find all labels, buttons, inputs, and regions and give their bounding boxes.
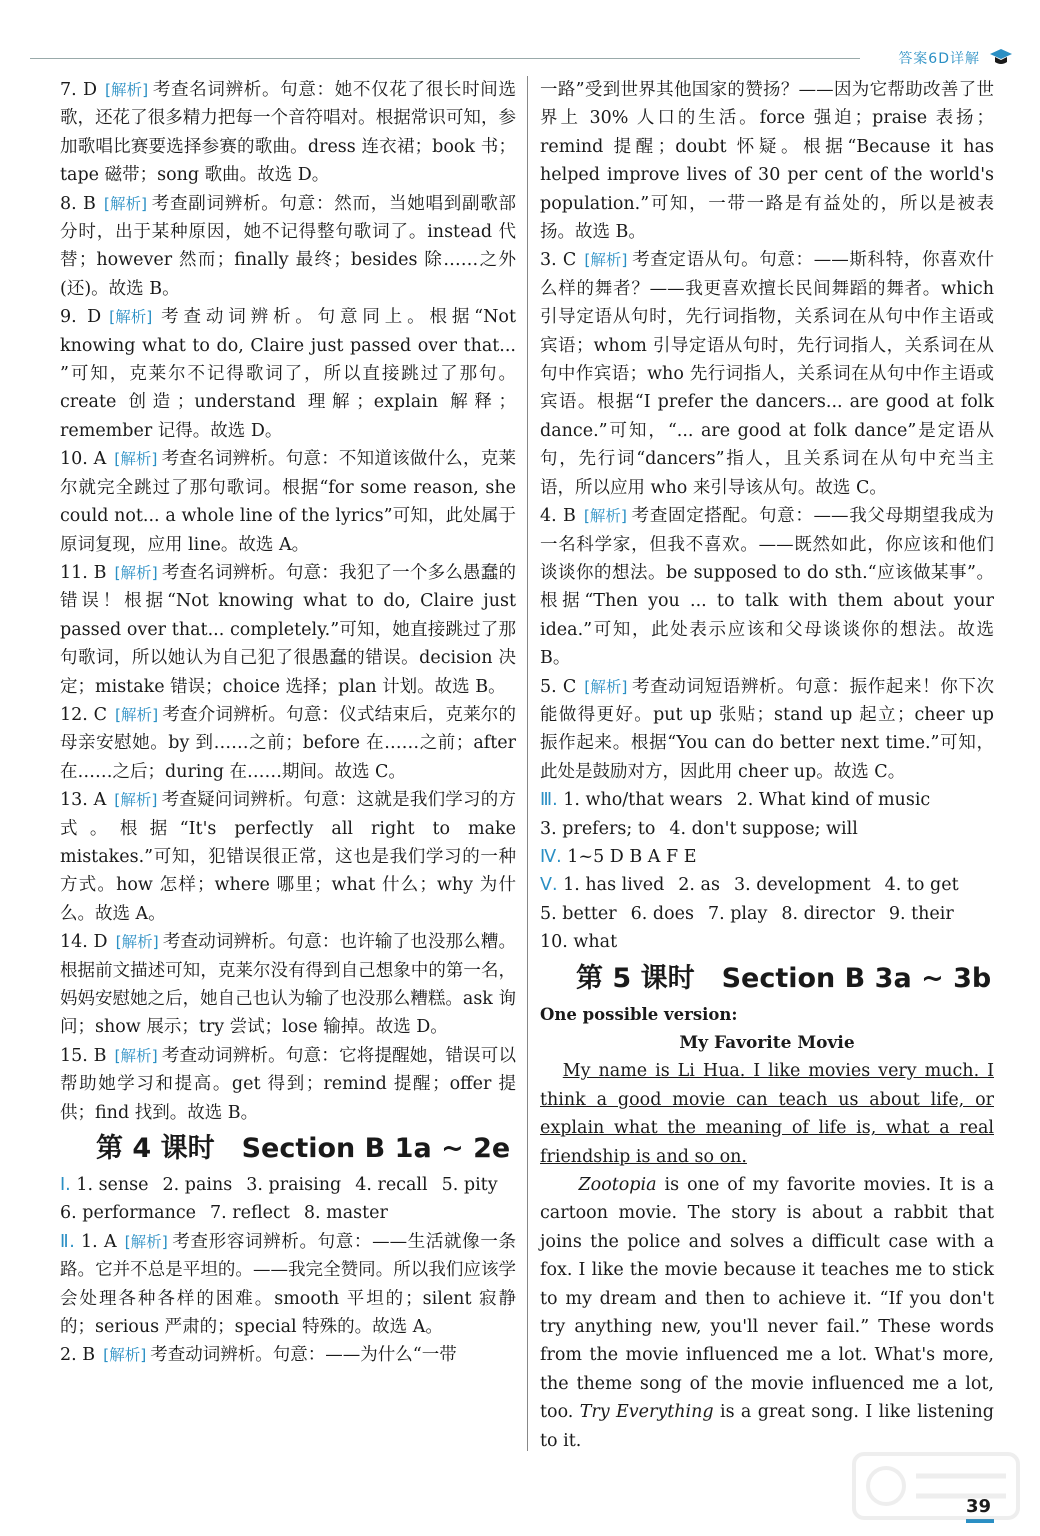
part-3-row-1: Ⅲ. 1. who/that wears 2. What kind of music: [540, 790, 931, 811]
answer-item-11: 11. B [解析] 考查名词辨析。句意：我犯了一个多么愚蠢的错误！根据“Not knowing what to do, Claire just passed over that... completely.”可知，她直接跳过了那句歌词，所以她认为自己犯了很愚蠢的错误。decision 决定；mistake 错误；choice 选择；plan 计划。故选 B。: [60, 559, 516, 701]
analysis-tag: [解析]: [124, 1232, 168, 1251]
part-2-item-5: 5. C [解析] 考查动词短语辨析。句意：振作起来！你下次能做得更好。put up 张贴；stand up 起立；cheer up 振作起来。根据“You can do better next time.”可知，此处是鼓励对方，因此用 cheer up。故选 C。: [540, 673, 994, 787]
answer-item-15: 15. B [解析] 考查动词辨析。句意：它将提醒她，错误可以帮助她学习和提高。get 得到；remind 提醒；offer 提供；find 找到。故选 B。: [60, 1042, 516, 1127]
analysis-tag: [解析]: [114, 1046, 158, 1065]
part-2-item-2-continued: 一路”受到世界其他国家的赞扬？——因为它帮助改善了世界上 30% 人口的生活。force 强迫；praise 表扬；remind 提醒；doubt 怀疑。根据“Because it has helped improve lives of 30 per cent of the world's population.”可知，一带一路是有益处的，所以是被表扬。故选 B。: [540, 80, 994, 243]
answer-item-10: 10. A [解析] 考查名词辨析。句意：不知道该做什么，克莱尔就完全跳过了那句歌词。根据“for some reason, she could not... a whole line of the lyrics”可知，此处属于原词复现，应用 line。故选 A。: [60, 445, 516, 559]
analysis-tag: [解析]: [104, 81, 149, 99]
answer-item-7: 7. D [解析] 考查名词辨析。句意：她不仅花了很长时间选歌，还花了很多精力把每一个音符唱对。根据常识可知，参加歌唱比赛要选择参赛的歌曲。dress 连衣裙；book 书；tape 磁带；song 歌曲。故选 D。: [60, 76, 516, 190]
part-1-row-1: Ⅰ. 1. sense 2. pains 3. praising 4. recall 5. pity: [60, 1175, 498, 1196]
answer-item-13: 13. A [解析] 考查疑问词辨析。句意：这就是我们学习的方式。根据“It's perfectly all right to make mistakes.”可知，犯错误很正常，这也是我们学习的一种方式。how 怎样；where 哪里；what 什么；why 为什么。故选 A。: [60, 786, 516, 928]
part-2-item-1: Ⅱ. 1. A [解析] 考查形容词辨析。句意：——生活就像一条路。它并不总是平坦的。——我完全赞同。所以我们应该学会处理各种各样的困难。smooth 平坦的；silent 寂静的；serious 严肃的；special 特殊的。故选 A。: [60, 1228, 516, 1342]
analysis-tag: [解析]: [114, 563, 158, 582]
analysis-tag: [解析]: [584, 251, 628, 270]
answer-item-12: 12. C [解析] 考查介词辨析。句意：仪式结束后，克莱尔的母亲安慰她。by 到……之前；before 在……之前；after 在……之后；during 在……期间。故选 C。: [60, 701, 516, 786]
analysis-tag: [解析]: [114, 705, 159, 724]
section-4-title: 第 4 课时 Section B 1a ~ 2e: [96, 1133, 511, 1165]
right-column: [540, 76, 994, 1455]
part-5-row-3: 10. what: [540, 932, 618, 953]
analysis-tag: [解析]: [115, 933, 159, 952]
answer-item-8: 8. B [解析] 考查副词辨析。句意：然而，当她唱到副歌部分时，出于某种原因，她不记得整句歌词了。instead 代替；however 然而；finally 最终；besides 除……之外(还)。故选 B。: [60, 190, 516, 304]
part-2-item-2: 2. B [解析] 考查动词辨析。句意：——为什么“一带: [60, 1341, 516, 1369]
analysis-tag: [解析]: [103, 1346, 147, 1365]
part-2-item-4: 4. B [解析] 考查固定搭配。句意：——我父母期望我成为一名科学家，但我不喜欢。——既然如此，你应该和他们谈谈你的想法。be supposed to do sth.“应该做某事”。根据“Then you ... to talk with them about your idea.”可知，此处表示应该和父母谈谈你的想法。故选 B。: [540, 502, 994, 672]
analysis-tag: [解析]: [114, 450, 158, 469]
analysis-tag: [解析]: [103, 194, 148, 213]
possible-version-label: One possible version:: [540, 1004, 738, 1024]
watermark-logo: [846, 1446, 1026, 1526]
header-label: 答案6D详解: [898, 51, 980, 67]
essay-body: [540, 1057, 994, 1455]
essay-title: My Favorite Movie: [679, 1033, 855, 1053]
section-5-title: 第 5 课时 Section B 3a ~ 3b: [576, 962, 992, 994]
essay-paragraph-1: My name is Li Hua. I like movies very much. I think a good movie can teach us about life, or explain what the meaning of life is, what a real friendship is and so on.: [540, 1061, 994, 1167]
answer-item-14: 14. D [解析] 考查动词辨析。句意：也许输了也没那么糟。根据前文描述可知，克莱尔没有得到自己想象中的第一名，妈妈安慰她之后，她自己也认为输了也没那么糟糕。ask 询问；show 展示；try 尝试；lose 输掉。故选 D。: [60, 928, 516, 1042]
part-1-row-2: 6. performance 7. reflect 8. master: [60, 1203, 388, 1224]
part-2-item-3: 3. C [解析] 考查定语从句。句意：——斯科特，你喜欢什么样的舞者？——我更喜欢擅长民间舞蹈的舞者。which 引导定语从句时，先行词指物，关系词在从句中作主语或宾语；whom 引导定语从句时，先行词指人，关系词在从句中作宾语；who 先行词指人，关系词在从句中作主语或宾语。根据“I prefer the dancers... are good at folk dance.”可知，“... are good at folk dance”是定语从句，先行词“dancers”指人，且关系词在从句中充当主语，所以应用 who 来引导该从句。故选 C。: [540, 246, 994, 502]
essay-paragraph-2: Zootopia is one of my favorite movies. It is a cartoon movie. The story is about a rabbit that joins the police and solves a difficult case with a fox. I like the movie because it teaches me to stick to my dream and then to achieve it. “If you don't try anything new, you'll never fail.” These words from the movie influenced me a lot. What's more, the theme song of the movie influenced me a lot, too. Try Everything is a great song. I like listening to it.: [540, 1175, 994, 1451]
column-divider: [527, 76, 528, 1451]
page-number: 39: [966, 1496, 994, 1523]
part-5-row-1: Ⅴ. 1. has lived 2. as 3. development 4. to get: [540, 875, 959, 896]
left-column: [60, 76, 516, 1370]
analysis-tag: [解析]: [114, 791, 158, 810]
analysis-tag: [解析]: [109, 308, 153, 327]
header-rule: [30, 58, 860, 59]
part-3-row-2: 3. prefers; to 4. don't suppose; will: [540, 818, 858, 839]
graduation-cap-icon: [988, 46, 1014, 68]
page-header: [30, 46, 1020, 70]
analysis-tag: [解析]: [584, 677, 628, 696]
part-5-row-2: 5. better 6. does 7. play 8. director 9. their: [540, 903, 954, 924]
answer-item-9: 9. D [解析] 考查动词辨析。句意同上。根据“Not knowing what to do, Claire just passed over that... ”可知，克莱尔不记得歌词了，所以直接跳过了那句。create 创造；understand 理解；explain 解释；remember 记得。故选 D。: [60, 303, 516, 445]
analysis-tag: [解析]: [583, 507, 627, 526]
part-4-row: Ⅳ. 1~5 D B A F E: [540, 846, 697, 867]
